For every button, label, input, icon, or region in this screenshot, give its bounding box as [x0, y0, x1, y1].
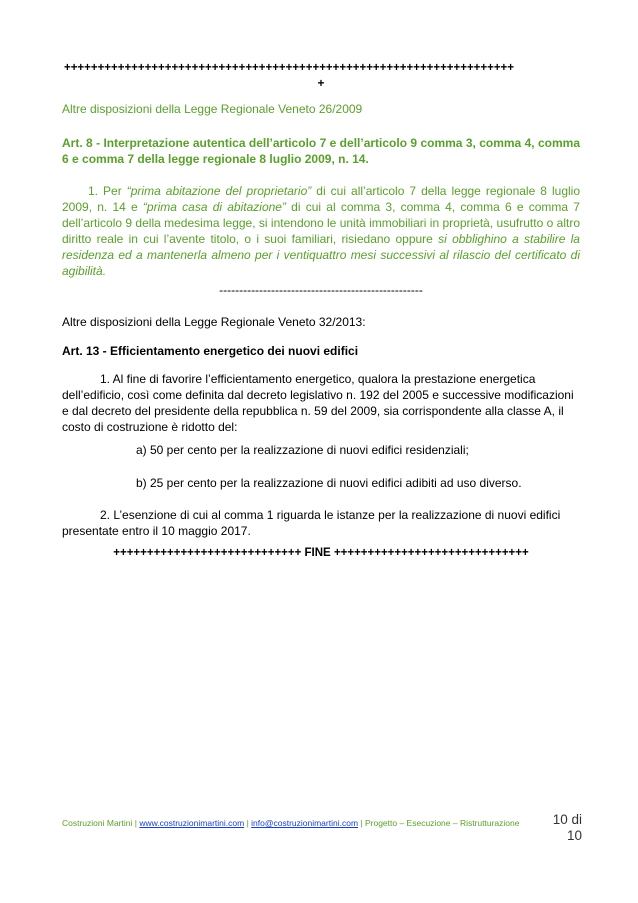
quoted-term-1: “prima abitazione del proprietario”	[126, 184, 312, 198]
footer-sep-3: |	[358, 818, 365, 828]
para-prefix: 1. Per	[88, 184, 127, 198]
para-italic-end: si obblighino a stabilire la residenza ed a mantenerla almeno per i ventiquattro mesi successivi al rilascio del certificato di agibilità.	[62, 232, 580, 278]
end-plus-right: +++++++++++++++++++++++++++++	[333, 547, 529, 559]
article-13-paragraph-2: 2. L’esenzione di cui al comma 1 riguarda le istanze per la realizzazione di nuovi edifici presentate entro il 10 maggio 2017.	[62, 508, 561, 538]
end-plus-left: ++++++++++++++++++++++++++++	[113, 547, 302, 559]
page-number	[553, 812, 582, 844]
footer-info	[62, 818, 519, 828]
item-a: a) 50 per cento per la realizzazione di nuovi edifici residenziali;	[136, 443, 469, 457]
article-8-title: Art. 8 - Interpretazione autentica dell’articolo 7 e dell’articolo 9 comma 3, comma 4, comma 6 e comma 7 della legge regionale 8 luglio 2009, n. 14.	[62, 136, 580, 166]
para-text-1: di cui all’articolo 7 della legge regionale 8 luglio 2009, n. 14 e	[62, 184, 581, 214]
quoted-term-2: “prima casa di abitazione”	[142, 200, 286, 214]
section-heading-lr-26-2009: Altre disposizioni della Legge Regionale Veneto 26/2009	[62, 102, 363, 116]
footer-website-link[interactable]: www.costruzionimartini.com	[139, 818, 245, 828]
page-number-line-1: 10 di	[552, 812, 582, 827]
plus-separator: +++++++++++++++++++++++++++++++++++++++++++++++++++++++++++++++++++	[64, 62, 514, 74]
para-text-2: di cui al comma 3, comma 4, comma 6 e comma 7 dell’articolo 9 della medesima legge, si intendono le unità immobiliari in proprietà, usufrutto o altro diritto reale in cui l’avente titolo, o i suoi familiari, risiedano oppure	[62, 200, 580, 246]
end-label: FINE	[304, 547, 331, 559]
footer-tagline: Progetto – Esecuzione – Ristrutturazione	[364, 818, 520, 828]
footer-sep-2: |	[244, 818, 252, 828]
dash-separator: ---------------------------------------------------	[219, 283, 423, 297]
footer-email-link[interactable]: info@costruzionimartini.com	[251, 818, 359, 828]
plus-separator-tail: +	[317, 78, 325, 90]
end-line	[62, 547, 580, 559]
item-b: b) 25 per cento per la realizzazione di nuovi edifici adibiti ad uso diverso.	[136, 476, 522, 490]
footer-sep-1: |	[132, 818, 140, 828]
page-footer	[62, 812, 582, 844]
article-13-paragraph-1: 1. Al fine di favorire l’efficientamento energetico, qualora la prestazione energetica dell’edificio, così come definita dal decreto legislativo n. 192 del 2005 e successive modificazioni e dal decreto del presidente della repubblica n. 59 del 2009, sia corrispondente alla classe A, il costo di costruzione è ridotto del:	[62, 372, 574, 434]
article-13-title: Art. 13 - Efficientamento energetico dei nuovi edifici	[62, 344, 359, 358]
section-heading-lr-32-2013: Altre disposizioni della Legge Regionale Veneto 32/2013:	[62, 315, 366, 329]
article-8-paragraph	[62, 183, 580, 279]
footer-company: Costruzioni Martini	[62, 818, 133, 828]
page-number-line-2: 10	[566, 828, 582, 843]
